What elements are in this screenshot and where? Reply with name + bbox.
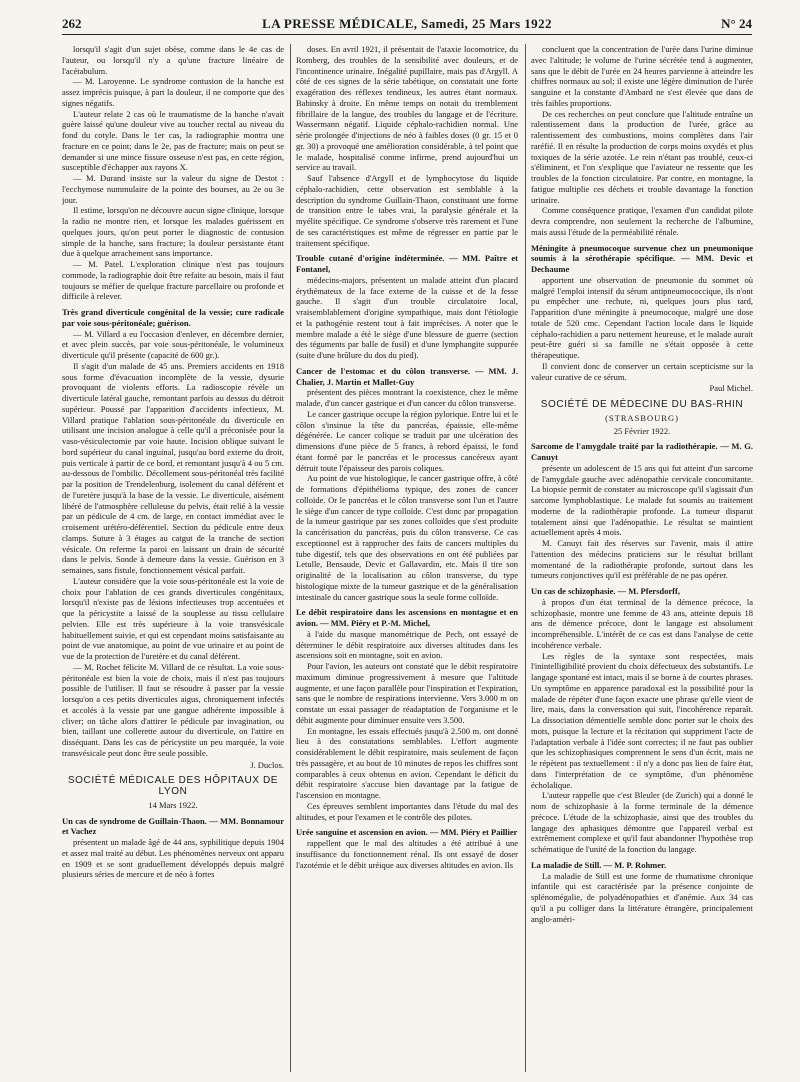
paragraph: à l'aide du masque manométrique de Pech, ont essayé de déterminer le débit respiratoire aux diverses altitudes dans les ascensions soit en montagne, soit en avion. xyxy=(296,628,518,661)
column-divider xyxy=(525,44,526,1072)
paragraph: à propos d'un état terminal de la démence précoce, la schizophasie, montre une femme de 43 ans, atteinte depuis 18 ans de démence précoce, dont le langage est absolument incompréhensible. L'intérêt de ce cas est dans l'analyse de cette incohérence verbale. xyxy=(531,596,753,650)
paragraph: En montagne, les essais effectués jusqu'à 2.500 m. ont donné lieu à des constatations semblables. L'effort augmente considérablement le débit respiratoire, mais seulement de façon très passagère, et au bout de 10 minutes de repos les chiffres sont comparables à ceux obtenus en avion. Cependant le déficit du débit respiratoire s'accuse bien davantage par la fatigue de l'ascension en montagne. xyxy=(296,725,518,800)
paragraph: Les règles de la syntaxe sont respectées, mais l'inintelligibilité provient du choix défectueux des substantifs. Le langage spontané est intact, mais il se borne à de courtes phrases. Un symptôme en apparence paradoxal est la possibilité pour la malade de répéter d'une façon exacte une phrase qu'elle vient de lire, mais, dans la conversation qui suit, l'incohérence reparaît. La dissociation démentielle semble donc porter sur le choix des mots, puisque la lecture et la récitation qui suppriment l'acte de l'adaptation verbale à l'idée sont correctes; il ne faut pas oublier que les schizophasiques comprennent le sens d'un écrit, mais ne le répètent pas textuellement : il n'y a donc pas lieu de faire état, dans l'interprétation de ce symptôme, d'un phénomène écholalique. xyxy=(531,650,753,790)
paragraph: L'auteur relate 2 cas où le traumatisme de la hanche n'avait guère laissé qu'une douleur vive au toucher rectal au niveau du fond du cotyle. Dans le 1er cas, la radiographie montra une fracture en ce point; dans le 2e, pas de fracture; mais on peut se demander si une mince fissure osseuse n'est pas, en cette région, susceptible d'échapper aux rayons X. xyxy=(62,108,284,173)
paragraph: Sauf l'absence d'Argyll et de lymphocytose du liquide céphalo-rachidien, cette observation est semblable à la description du syndrome Guillain-Thaon, constituant une forme de transition entre le tabes vrai, la paralysie générale et la myélite spécifique. Ce syndrome s'observe très rarement et l'une de ses caractéristiques est même de régresser en partie par le traitement spécifique. xyxy=(296,173,518,248)
paragraph: Le cancer gastrique occupe la région pylorique. Entre lui et le côlon s'insinue la tête du pancréas, épaissie, elle-même dégénérée. Le cancer colique se traduit par une ulcération des dimensions d'une pièce de 5 francs, à rebord épaissi, le fond étant formé par le pancréas et le processus cancéreux ayant détruit toute l'épaisseur des parois coliques. xyxy=(296,408,518,473)
paragraph: — M. Rochet félicite M. Villard de ce résultat. La voie sous-péritonéale est bien la voie de choix, mais il n'est pas toujours possible de l'utiliser. Il faut se résoudre à passer par la vessie lorsqu'on a ces petits diverticules aigus, chroniquement infectés et accolés à la vessie par une gangue adhérente impossible à cliver; on tâche alors d'attirer le pédicule par invagination, ou bien, taillant une collerette autour du diverticule, on l'attire en disséquant. Dans les cas de péricystite un peu marquée, la voie transvésicale peut donc être seule possible. xyxy=(62,661,284,758)
journal-title: LA PRESSE MÉDICALE, Samedi, 25 Mars 1922 xyxy=(262,16,552,31)
paragraph: concluent que la concentration de l'urée dans l'urine diminue avec l'altitude; le volume de l'urine sécrétée tend à augmenter, sans que le débit de l'urée en 24 heures parvienne à atteindre les chiffres normaux au sol; il existe une légère diminution de l'urée sanguine et la constante d'Ambard ne s'est élevée que dans de très faibles proportions. xyxy=(531,44,753,108)
paragraph: Ces épreuves semblent importantes dans l'étude du mal des altitudes, et pour l'examen et le contrôle des pilotes. xyxy=(296,800,518,822)
article-heading: Urée sanguine et ascension en avion. — MM. Piéry et Paillier xyxy=(296,827,518,838)
page-number: 262 xyxy=(62,16,82,31)
article-heading: La maladie de Still. — M. P. Rohmer. xyxy=(531,859,667,870)
paragraph: De ces recherches on peut conclure que l'altitude entraîne un ralentissement dans la production de l'urée, grâce au ralentissement des combustions, moins complètes dans l'air raréfié. Il en résulte la production de corps moins oxydés et plus toxiques de la série azotée. Le rein n'étant pas troublé, ceux-ci s'éliminent, et l'on s'explique que l'aviateur ne ressente que les troubles de la fonction circulatoire. Par contre, en montagne, la fatigue multiplie ces déchets et trouble davantage la fonction urinaire. xyxy=(531,108,753,205)
paragraph: Comme conséquence pratique, l'examen d'un candidat pilote devra comprendre, non seulement la recherche de l'albumine, mais aussi l'étude de la perméabilité rénale. xyxy=(531,205,753,237)
session-date: 25 Février 1922. xyxy=(613,425,671,436)
column-divider xyxy=(290,44,291,1072)
column-right xyxy=(531,44,753,1074)
paragraph: — M. Patel. L'exploration clinique n'est pas toujours commode, la radiographie doit être refaite au besoin, mais il faut toujours se méfier de quelque fracture parcellaire ou profonde et difficile à relever. xyxy=(62,259,284,302)
paragraph: apportent une observation de pneumonie du sommet où malgré l'emploi intensif du sérum antipneumococcique, ils n'ont pu empêcher une rechute, ni, quelques jours plus tard, l'apparition d'une méningite à pneumocoque, malgré une dose totale de 520 cmc. Cependant l'action locale dans le liquide céphalo-rachidien a paru nettement heureuse, et le malade aurait peut-être guéri si sa famille ne s'était opposée à cette thérapeutique. xyxy=(531,274,753,360)
society-title: SOCIÉTÉ MÉDICALE DES HÔPITAUX DE LYON xyxy=(67,775,279,797)
society-title: SOCIÉTÉ DE MÉDECINE DU BAS-RHIN xyxy=(540,399,744,410)
paragraph: présente un adolescent de 15 ans qui fut atteint d'un sarcome de l'amygdale gauche avec adénopathie cervicale concomitante. La biopsie permit de constater au microscope qu'il s'agissait d'un sarcome lymphoblastique. Le malade fut soumis au traitement moderne de la radiothérapie profonde. La tumeur disparut totalement ainsi que l'adénopathie. Le résultat se maintient actuellement après 4 mois. xyxy=(531,462,753,538)
author-signature: Paul Michel. xyxy=(709,383,753,394)
paragraph: rappellent que le mal des altitudes a été attribué à une insuffisance du fonctionnement rénal. Ils ont essayé de doser l'azotémie et le débit uréique aux diverses altitudes en avion. Ils xyxy=(296,838,518,870)
session-date: 14 Mars 1922. xyxy=(148,799,198,810)
paragraph: — M. Laroyenne. Le syndrome contusion de la hanche est assez imprécis puisque, à part la douleur, il ne comporte que des signes négatifs. xyxy=(62,76,284,108)
article-heading: Cancer de l'estomac et du côlon transverse. — MM. J. Chalier, J. Martin et Mallet-Guy xyxy=(296,365,518,387)
column-left xyxy=(62,44,284,1074)
paragraph: médecins-majors, présentent un malade atteint d'un placard érythémateux de la face externe de la cuisse et de la fesse gauche. Il s'agit d'un trouble circulatoire local, vraisemblablement d'origine sympathique, mais dont l'étiologie et la pathogénie restent tout à fait imprécises. A noter que le membre malade a été le siège d'une blessure de guerre (section des téguments par balle de fusil) et d'une lymphangite suppurée (suite d'une brûlure du dos du pied). xyxy=(296,274,518,360)
paragraph: Au point de vue histologique, le cancer gastrique offre, à côté de formations d'épithélioma typique, des zones de cancer colloïde. Or le pancréas et le côlon transverse sont l'un et l'autre le siège d'un cancer de type colloïde. C'est donc par propagation de la tumeur gastrique par ses zones colloïdes que s'est produite la cancérisation du pancréas, puis du côlon transverse. Ce cas exceptionnel est à rapprocher des faits de cancers multiples du tube digestif, tels que des observations en ont été publiées par Letulle, Bensaude, Devic et Gallavardin, etc. Mais il tire son originalité de la localisation au côlon transverse, du type histologique mixte de la tumeur gastrique et de la généralisation intestinale du cancer gastrique sous la seule forme colloïde. xyxy=(296,473,518,602)
paragraph: — M. Durand insiste sur la valeur du signe de Destot : l'ecchymose nummulaire de la pointe des bourses, au 2e ou 3e jour. xyxy=(62,173,284,205)
paragraph: Il estime, lorsqu'on ne découvre aucun signe clinique, lorsque la radio ne montre rien, et lorsque les malades guérissent en quelques jours, qu'on peut porter le diagnostic de contusion simple de la hanche, sans fracture; la douleur persistante étant due à quelque arrachement sans importance. xyxy=(62,205,284,259)
paragraph: lorsqu'il s'agit d'un sujet obèse, comme dans le 4e cas de l'auteur, ou lorsqu'il n'y a qu'une fracture linéaire de l'acétabulum. xyxy=(62,44,284,76)
paragraph: — M. Villard a eu l'occasion d'enlever, en décembre dernier, et avec plein succès, par voie sous-péritonéale, le volumineux diverticule qu'il présente (capacité de 600 gr.). xyxy=(62,328,284,360)
column-middle xyxy=(296,44,518,1074)
article-heading: Un cas de schizophasie. — M. Pfersdorff, xyxy=(531,586,680,596)
article-heading: Méningite à pneumocoque survenue chez un pneumonique soumis à la sérothérapie spécifique. — MM. Devic et Dechaume xyxy=(531,242,753,274)
article-heading: Très grand diverticule congénital de la vessie; cure radicale par voie sous-péritonéale; guérison. xyxy=(62,307,284,328)
article-heading: Trouble cutané d'origine indéterminée. — MM. Paître et Fontanel, xyxy=(296,253,518,274)
article-heading: Sarcome de l'amygdale traité par la radiothérapie. — M. G. Canuyt xyxy=(531,441,753,462)
paragraph: L'auteur rappelle que c'est Bleuler (de Zurich) qui a donné le nom de schizophasie à la forme terminale de la démence précoce. L'étude de la schizophasie, ainsi que des troubles du langage des aphasiques démontre que l'appareil verbal est extrêmement complexe et qu'il faut abandonner l'hypothèse trop schématique de l'unité de la fonction du langage. xyxy=(531,790,753,854)
paragraph: Pour l'avion, les auteurs ont constaté que le débit respiratoire maximum diminue progressivement à mesure que l'altitude augmente, et une façon parallèle pour l'inspiration et l'expiration, sans que le nombre de respirations intervienne. Vers 3.000 m on constate un essai passager de réadaptation de l'organisme et le débit augmente pour diminuer ensuite vers 3.500. xyxy=(296,661,518,725)
issue-number: N° 24 xyxy=(721,16,752,31)
article-heading: Un cas de syndrome de Guillain-Thaon. — MM. Bonnamour et Vachez xyxy=(62,815,284,837)
paragraph: Il convient donc de conserver un certain scepticisme sur la valeur curative de ce sérum. xyxy=(531,360,753,382)
author-signature: J. Duclos. xyxy=(250,759,284,770)
society-city: (STRASBOURG) xyxy=(605,412,679,423)
paragraph: Il s'agit d'un malade de 45 ans. Premiers accidents en 1918 sous forme d'évacuation incomplète de la vessie, dysurie provoquant de violents efforts. La radioscopie révèle un diverticule latéral gauche, remontant parfois au dessus du détroit supérieur. Poussé par l'apparition d'accidents infectieux, M. Villard pratique l'ablation sous-péritonéale du diverticule en utilisant une incision analogue à celle qu'il a préconisée pour la vaso-vésiculectomie par voie haute. Incision oblique suivant le bord supérieur du canal inguinal, jusqu'au bord externe du droit, puis verticale à partir de ce bord, et remontant jusqu'à 4 ou 5 cm. au-dessous de l'ombilic. Décollement sous-péritonéal très facilité par la position de Trendelenburg, isolement du canal déférent et de l'uretère jusqu'à la base de la vessie. Le diverticule, aisément libéré de l'atmosphère celluleuse du pelvis, était relié à la vessie par un pédicule de 4 cm. de large, en contact immédiat avec le croisement urétéro-déférentiel. Section du pédicule entre deux clamps. Suture à 3 étages au catgut de la tranche de section vésicale. On referme la paroi en laissant un drain de sécurité dans le pelvis. Sonde à demeure dans la vessie. Guérison en 3 semaines, sans fistule, fonctionnement vésical parfait. xyxy=(62,360,284,575)
paragraph: présentent des pièces montrant la coexistence, chez le même malade, d'un cancer gastrique et d'un cancer du côlon transverse. xyxy=(296,387,518,408)
paragraph: présentent un malade âgé de 44 ans, syphilitique depuis 1904 et assez mal traité au début. Les phénomènes nerveux ont apparu en 1909 et se sont graduellement développés depuis malgré plusieurs séries de mercure et de néo à fortes xyxy=(62,837,284,880)
paragraph: doses. En avril 1921, il présentait de l'ataxie locomotrice, du Romberg, des troubles de la sensibilité avec douleurs, et de l'incontinence urinaire. Inégalité pupillaire, mais pas d'Argyll. A côté de ces signes de la série tabétique, on constatait une forte exagération des réflexes tendineux, les autres étant normaux. Babinsky à droite. En même temps on notait du tremblement fibrillaire de la langue, des troubles du langage et de l'écriture. Wassermann négatif. Liquide céphalo-rachidien normal. Une série prolongée d'injections de néo à faibles doses (0 gr. 15 et 0 gr. 30) a provoqué une amélioration considérable, à tel point que le malade, hospitalisé comme infirme, prend aujourd'hui un service au travail. xyxy=(296,44,518,173)
paragraph: La maladie de Still est une forme de rhumatisme chronique infantile qui est caractérisée par la présence conjointe de splénomégalie, de polyadénopathies et d'anémie. Aux 34 cas qu'il a pu colliger dans la littérature étrangère, principalement anglo-améri- xyxy=(531,870,753,924)
paragraph: L'auteur considère que la voie sous-péritonéale est la voie de choix pour l'ablation de ces grands diverticules congénitaux, lorsqu'il n'existe pas de lésions infectieuses trop accentuées et que la péricystite a laissé de la souplesse au tissu cellulaire pelvien. Elle est très supérieure à la voie transvésicale habituellement suivie, et qui est cependant moins satisfaisante au point de vue anatomique, au point de vue urinaire et au point de vue de la protection de l'uretère et du canal déférent. xyxy=(62,575,284,661)
article-heading: Le débit respiratoire dans les ascensions en montagne et en avion. — MM. Piéry et P.-M. Michel, xyxy=(296,607,518,628)
page-header xyxy=(62,16,752,35)
paragraph: M. Canuyt fait des réserves sur l'avenir, mais il attire l'attention des médecins praticiens sur le résultat brillant momentané de la radiothérapie profonde, surtout dans les tumeurs conjonctives qu'il est préférable de ne pas opérer. xyxy=(531,538,753,581)
